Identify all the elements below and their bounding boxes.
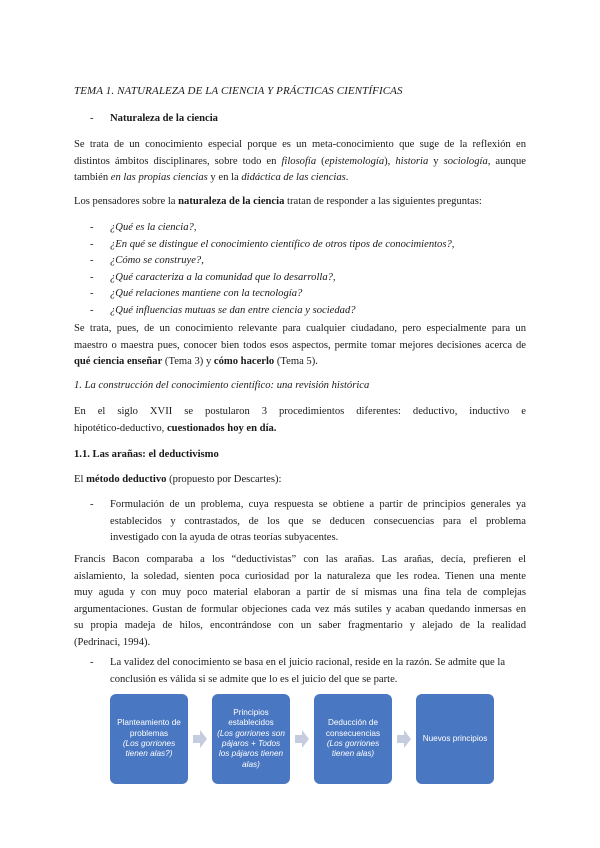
arrow-right-icon xyxy=(295,730,309,748)
flow-box-problem: Planteamiento de problemas (Los gorriones tienen alas?) xyxy=(110,694,188,784)
heading-text: Naturaleza de la ciencia xyxy=(110,113,218,124)
section-heading-1-1: 1.1. Las arañas: el deductivismo xyxy=(74,449,219,460)
deductive-flow-diagram xyxy=(110,694,495,784)
flow-box-principles: Principios establecidos (Los gorriones son pájaros + Todos los pájaros tienen alas) xyxy=(212,694,290,784)
paragraph-questions-intro: Los pensadores sobre la naturaleza de la ciencia tratan de responder a las siguientes preguntas: xyxy=(74,196,482,207)
arrow-right-icon xyxy=(193,730,207,748)
paragraph-seventeenth-century: En el siglo XVII se postularon 3 procedimientos diferentes: deductivo, inductivo e hipotético-deductivo, cuestionados hoy en día. xyxy=(74,406,526,434)
flow-box-deduction: Deducción de consecuencias (Los gorriones tienen alas) xyxy=(314,694,392,784)
bullet-dash: - xyxy=(90,113,94,124)
document-title: TEMA 1. NATURALEZA DE LA CIENCIA Y PRÁCTICAS CIENTÍFICAS xyxy=(74,85,403,97)
paragraph-bacon-spiders: Francis Bacon comparaba a los “deductivistas” con las arañas. Las arañas, decía, prefieren el aislamiento, la soledad, sienten poca curiosidad por la naturaleza que les rodea. Tienen una mente muy aguda y con muy poco material elaboran a partir de sí mismas una fina tela de complejas argumentaciones. Gustan de formular objeciones cada vez más sutiles y acaban quedando inmersas en su propia madeja de hilos, encontrándose con un saber fragmentario y alejado de la realidad (Pedrinaci, 1994). xyxy=(74,554,526,648)
flow-box-new-principles: Nuevos principios xyxy=(416,694,494,784)
paragraph-meta-knowledge: Se trata de un conocimiento especial porque es un meta-conocimiento que suge de la reflexión en distintos ámbitos disciplinares, sobre todo en filosofía (epistemología), historia y sociología, aunque también en las propias ciencias y en la didáctica de las ciencias. xyxy=(74,139,526,183)
arrow-right-icon xyxy=(397,730,411,748)
paragraph-deductive-method: El método deductivo (propuesto por Descartes): xyxy=(74,474,282,485)
document-page: TEMA 1. NATURALEZA DE LA CIENCIA Y PRÁCTICAS CIENTÍFICAS - Naturaleza de la ciencia Se trata de un conocimiento especial porque es un meta-conocimiento que suge de la reflexión en distintos ámbitos disciplinares, sobre todo en filosofía (epistemología), historia y sociología, aunque también en las propias ciencias y en la didáctica de las ciencias. Los pensadores sobre la naturaleza de la ciencia tratan de responder a las siguientes preguntas: - ¿Qué es la ciencia?, - ¿En qué se distingue el conocimiento científico de otros tipos de conocimientos?, - ¿Cómo se construye?, - ¿Qué caracteriza a la comunidad que lo desarrolla?, - ¿Qué relaciones mantiene con la tecnología? - ¿Qué influencias mutuas se dan entre ciencia y sociedad? Se trata, pues, de un conocimiento relevante para cualquier ciudadano, pero especialmente para un maestro o maestra pues, conocer bien todos esos aspectos, permite tomar mejores decisiones acerca de qué ciencia enseñar (Tema 3) y cómo hacerlo (Tema 5). 1. La construcción del conocimiento científico: una revisión histórica En el siglo XVII se postularon 3 procedimientos diferentes: deductivo, inductivo e hipotético-deductivo, cuestionados hoy en día. 1.1. Las arañas: el deductivismo El método deductivo (propuesto por Descartes): - Formulación de un problema, cuya respuesta se obtiene a partir de principios generales ya establecidos y contrastados, de los que se deducen consecuencias para el problema investigado con la ayuda de otras teorías subyacentes. Francis Bacon comparaba a los “deductivistas” con las arañas. Las arañas, decía, prefieren el aislamiento, la soledad, sienten poca curiosidad por la naturaleza que les rodea. Tienen una mente muy aguda y con muy poco material elaboran a partir de sí mismas una fina tela de complejas argumentaciones. Gustan de formular objeciones cada vez más sutiles y acaban quedando inmersas en su propia madeja de hilos, encontrándose con un saber fragmentario y alejado de la realidad (Pedrinaci, 1994). - La validez del conocimiento se basa en el juicio racional, reside en la razón. Se admite que la conclusión es válida si se admite que lo es el juicio del que se parte. Planteamiento de problemas (Los gorriones tienen alas?) Principios establecidos (Los gorriones son pájaros + Todos los pájaros tienen alas) Deducción de consecuencias (Los gorriones tienen alas) Nuevos principios xyxy=(0,0,600,848)
section-heading-1: 1. La construcción del conocimiento científico: una revisión histórica xyxy=(74,380,370,391)
paragraph-relevance: Se trata, pues, de un conocimiento relevante para cualquier ciudadano, pero especialmente para un maestro o maestra pues, conocer bien todos esos aspectos, permite tomar mejores decisiones acerca de qué ciencia enseñar (Tema 3) y cómo hacerlo (Tema 5). xyxy=(74,323,526,367)
